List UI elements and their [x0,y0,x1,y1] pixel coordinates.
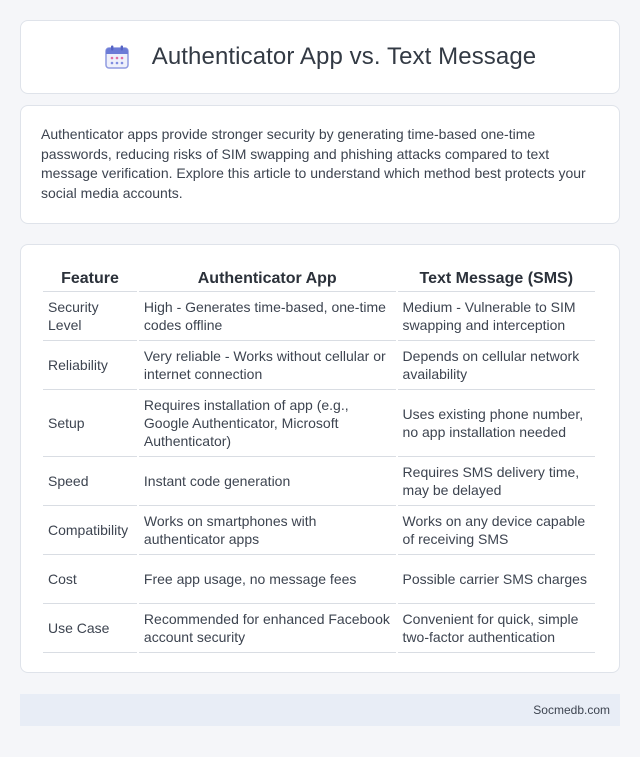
feature-cell: Speed [43,457,137,506]
authenticator-cell: Very reliable - Works without cellular or internet connection [139,341,396,390]
sms-cell: Possible carrier SMS charges [398,555,595,604]
sms-cell: Medium - Vulnerable to SIM swapping and interception [398,292,595,341]
feature-cell: Compatibility [43,506,137,555]
table-row [43,292,595,341]
authenticator-cell: Works on smartphones with authenticator apps [139,506,396,555]
footer-site-name[interactable]: Socmedb.com [533,703,610,717]
sms-cell: Uses existing phone number, no app installation needed [398,390,595,457]
table-row [43,506,595,555]
intro-text: Authenticator apps provide stronger security by generating time-based one-time passwords, reducing risks of SIM swapping and phishing attacks compared to text message verification. Explore this article to understand which method best protects your social media accounts. [41,126,586,201]
title-wrap [104,43,537,71]
feature-cell: Setup [43,390,137,457]
authenticator-cell: Recommended for enhanced Facebook account security [139,604,396,653]
sms-cell: Convenient for quick, simple two-factor authentication [398,604,595,653]
column-header-sms: Text Message (SMS) [398,267,595,292]
calendar-icon [104,44,130,70]
comparison-card [20,244,620,673]
table-row [43,390,595,457]
title-card [20,20,620,94]
sms-cell: Works on any device capable of receiving SMS [398,506,595,555]
feature-cell: Reliability [43,341,137,390]
column-header-authenticator: Authenticator App [139,267,396,292]
authenticator-cell: Instant code generation [139,457,396,506]
comparison-table [41,267,597,653]
column-header-feature: Feature [43,267,137,292]
intro-card [20,105,620,224]
table-header-row [43,267,595,292]
authenticator-cell: High - Generates time-based, one-time codes offline [139,292,396,341]
feature-cell: Use Case [43,604,137,653]
table-row [43,604,595,653]
feature-cell: Cost [43,555,137,604]
sms-cell: Requires SMS delivery time, may be delayed [398,457,595,506]
sms-cell: Depends on cellular network availability [398,341,595,390]
footer [20,694,620,726]
table-row [43,341,595,390]
page-title: Authenticator App vs. Text Message [151,43,537,70]
table-row [43,457,595,506]
authenticator-cell: Free app usage, no message fees [139,555,396,604]
feature-cell: Security Level [43,292,137,341]
authenticator-cell: Requires installation of app (e.g., Google Authenticator, Microsoft Authenticator) [139,390,396,457]
table-row [43,555,595,604]
